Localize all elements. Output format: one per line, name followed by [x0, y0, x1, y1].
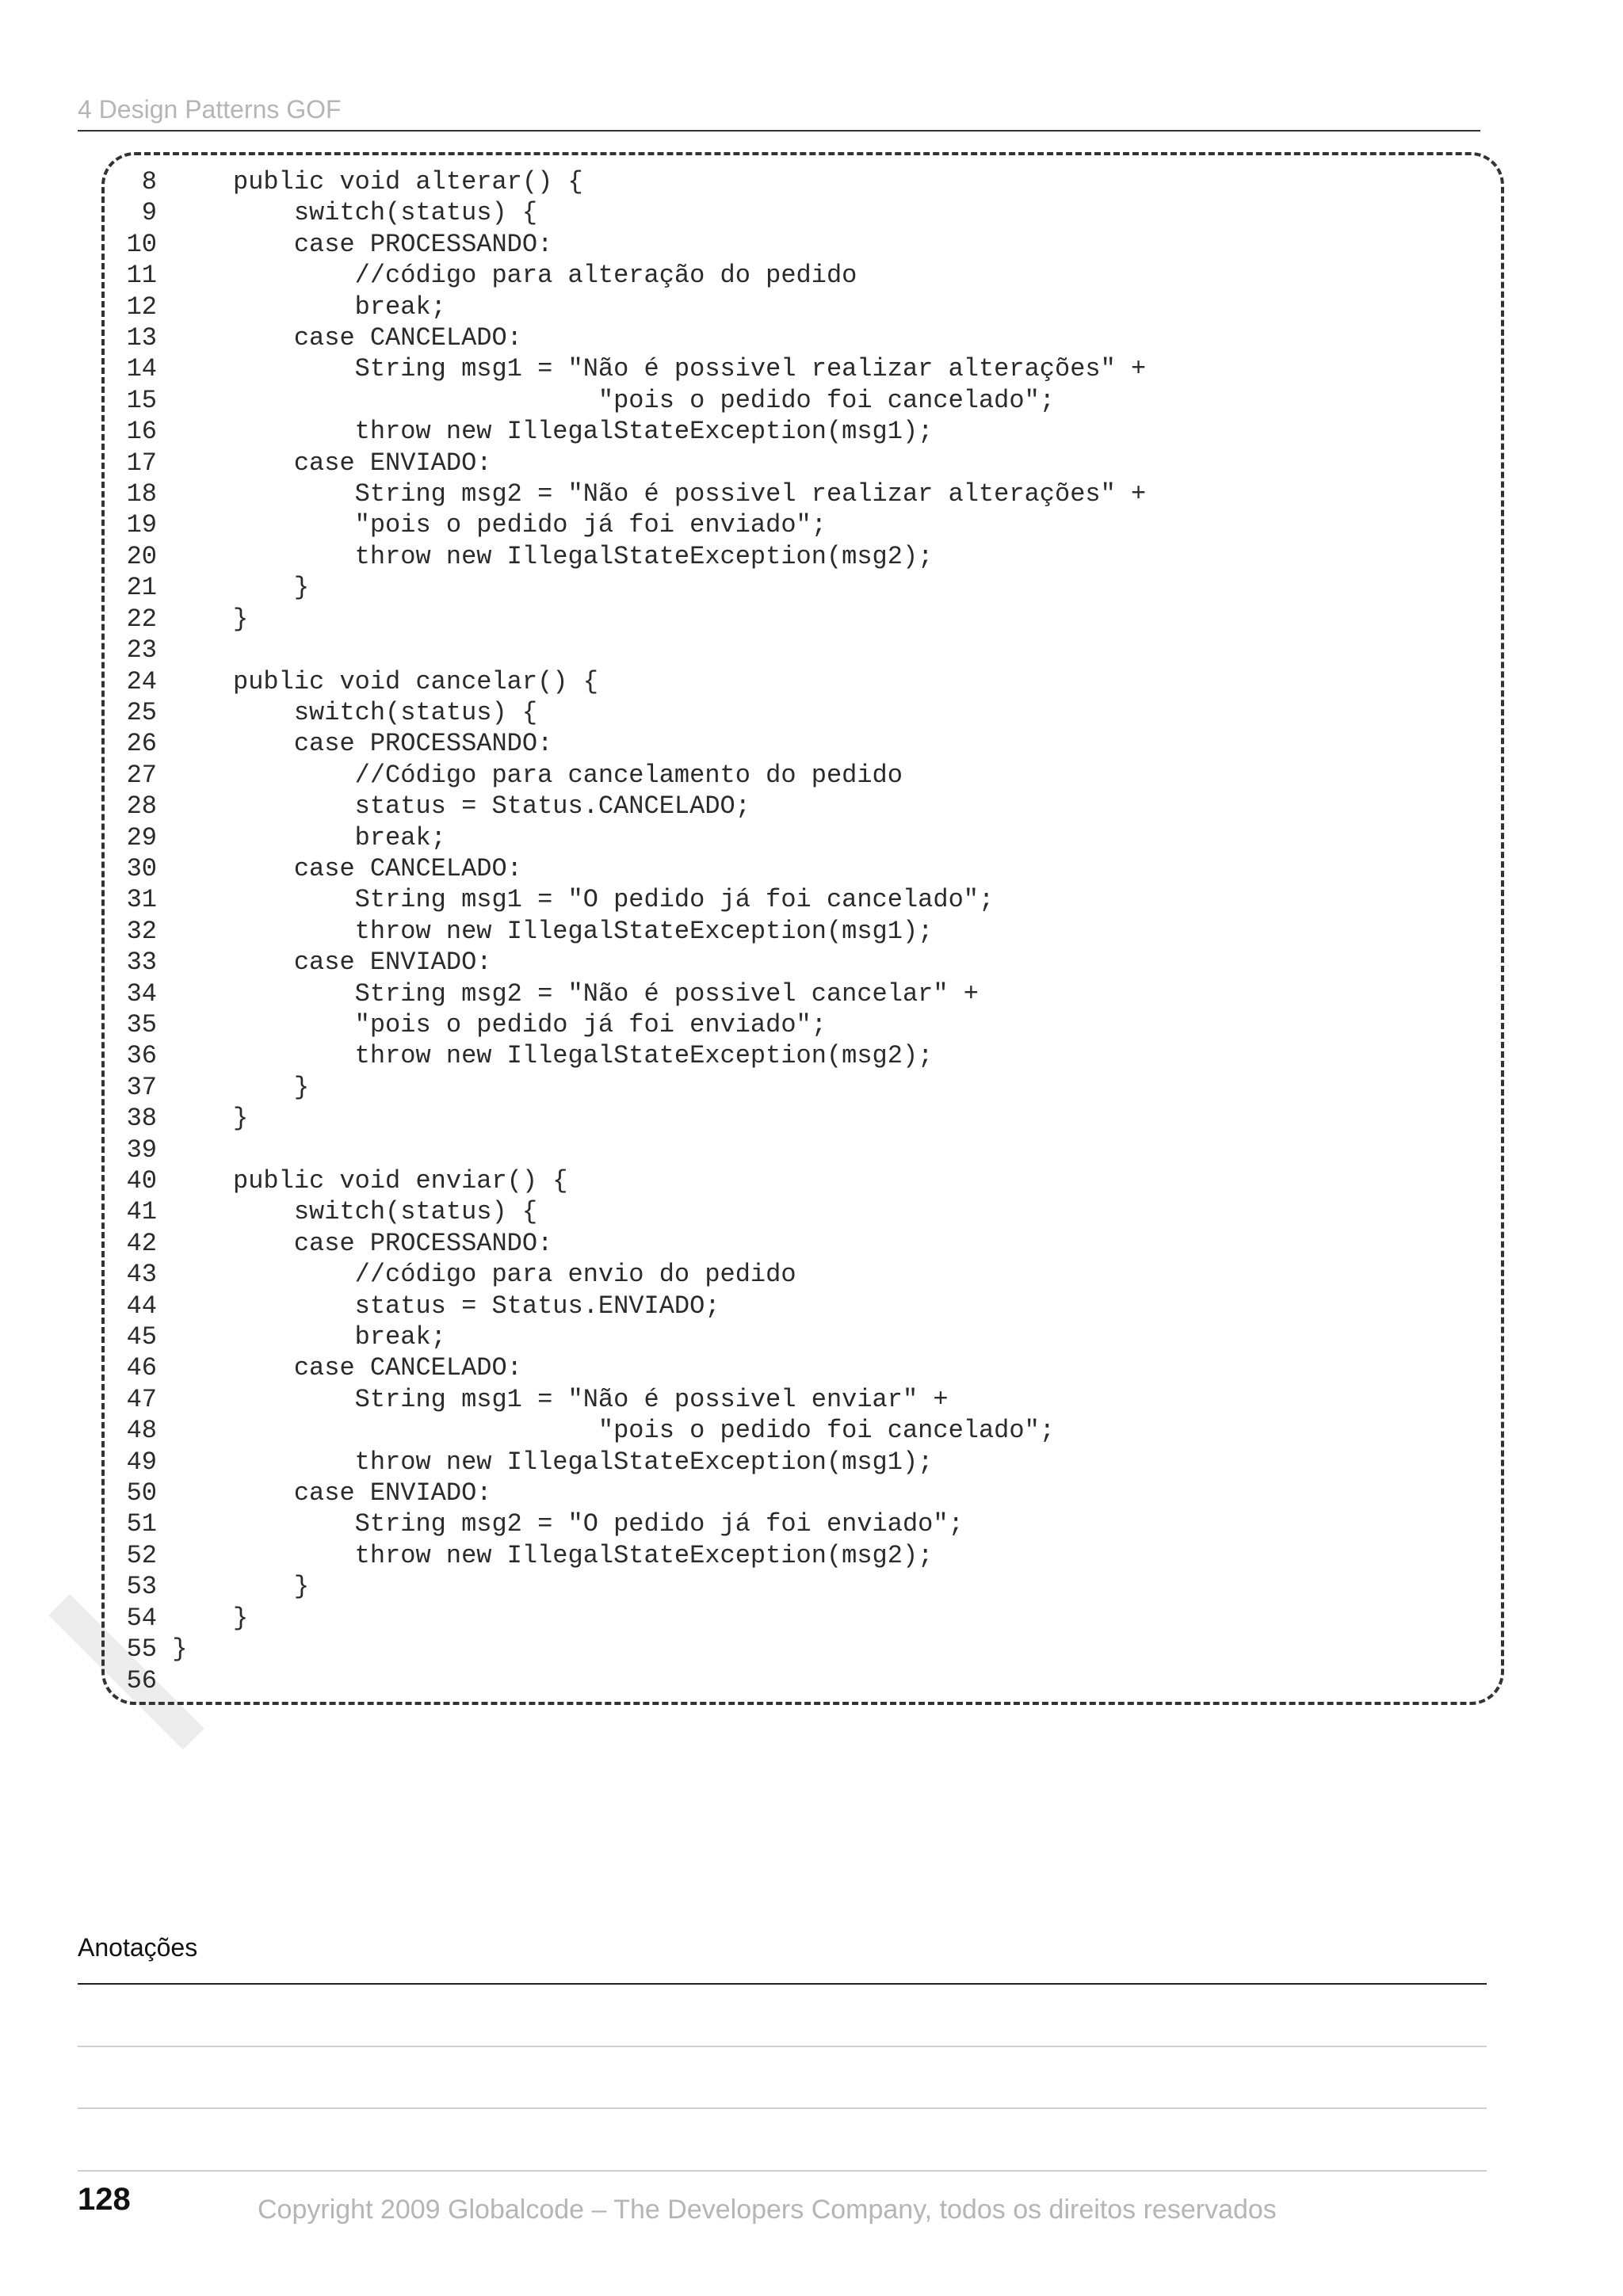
- code-line: [119, 635, 1146, 666]
- code-text: status = Status.CANCELADO;: [172, 791, 750, 822]
- line-number: 39: [126, 1135, 157, 1165]
- code-line: [119, 666, 1146, 697]
- code-text: }: [172, 573, 310, 603]
- code-line: [119, 1228, 1146, 1259]
- code-text: String msg1 = "Não é possivel enviar" +: [172, 1384, 949, 1414]
- code-text: "pois o pedido já foi enviado";: [172, 1009, 827, 1039]
- line-number: 14: [126, 354, 157, 384]
- line-number: 44: [126, 1291, 157, 1321]
- code-line: [119, 166, 1146, 197]
- line-number: 12: [126, 292, 157, 322]
- code-text: case CANCELADO:: [172, 323, 522, 353]
- code-line: [119, 509, 1146, 540]
- copyright-notice: Copyright 2009 Globalcode – The Developers Company, todos os direitos reservados: [258, 2195, 1277, 2225]
- code-text: }: [172, 1603, 249, 1633]
- code-text: case PROCESSANDO:: [172, 1228, 553, 1258]
- code-text: }: [172, 1104, 249, 1134]
- code-line: [119, 1040, 1146, 1071]
- line-number: 35: [126, 1009, 157, 1039]
- code-line: [119, 1603, 1146, 1634]
- code-text: break;: [172, 292, 446, 322]
- code-line: [119, 916, 1146, 947]
- code-text: "pois o pedido foi cancelado";: [172, 385, 1055, 415]
- line-number: 49: [126, 1447, 157, 1477]
- code-text: }: [172, 1634, 188, 1665]
- notes-rule-main: [78, 1983, 1487, 1985]
- code-text: throw new IllegalStateException(msg1);: [172, 1447, 934, 1477]
- code-line: [119, 1540, 1146, 1571]
- line-number: 24: [126, 666, 157, 696]
- code-line: [119, 1665, 1146, 1696]
- code-line: [119, 604, 1146, 635]
- code-text: case ENVIADO:: [172, 448, 492, 478]
- code-text: case PROCESSANDO:: [172, 229, 553, 259]
- line-number: 52: [126, 1540, 157, 1570]
- code-line: [119, 1291, 1146, 1322]
- code-line: [119, 728, 1146, 759]
- line-number: 30: [126, 853, 157, 883]
- code-text: "pois o pedido foi cancelado";: [172, 1416, 1055, 1446]
- line-number: 20: [126, 541, 157, 571]
- code-line: [119, 1508, 1146, 1539]
- code-line: [119, 791, 1146, 822]
- line-number: 9: [141, 198, 157, 228]
- code-text: case CANCELADO:: [172, 853, 522, 883]
- code-line: [119, 1384, 1146, 1415]
- header-rule: [78, 130, 1480, 132]
- code-text: }: [172, 1572, 310, 1602]
- code-text: case CANCELADO:: [172, 1353, 522, 1383]
- line-number: 48: [126, 1416, 157, 1446]
- line-number: 17: [126, 448, 157, 478]
- line-number: 37: [126, 1072, 157, 1102]
- code-text: String msg2 = "O pedido já foi enviado";: [172, 1509, 964, 1539]
- code-line: [119, 572, 1146, 603]
- line-number: 50: [126, 1478, 157, 1508]
- code-text: //código para envio do pedido: [172, 1260, 796, 1290]
- code-text: switch(status) {: [172, 1197, 538, 1227]
- code-text: switch(status) {: [172, 697, 538, 727]
- code-line: [119, 1322, 1146, 1352]
- code-listing: [119, 166, 1146, 1696]
- line-number: 51: [126, 1509, 157, 1539]
- code-line: [119, 260, 1146, 291]
- code-text: throw new IllegalStateException(msg2);: [172, 1540, 934, 1570]
- line-number: 21: [126, 573, 157, 603]
- line-number: 11: [126, 261, 157, 291]
- line-number: 26: [126, 729, 157, 759]
- code-text: case ENVIADO:: [172, 1478, 492, 1508]
- line-number: 15: [126, 385, 157, 415]
- line-number: 53: [126, 1572, 157, 1602]
- line-number: 40: [126, 1166, 157, 1196]
- code-line: [119, 1571, 1146, 1602]
- line-number: 38: [126, 1104, 157, 1134]
- line-number: 28: [126, 791, 157, 822]
- line-number: 43: [126, 1260, 157, 1290]
- code-line: [119, 353, 1146, 384]
- line-number: 13: [126, 323, 157, 353]
- line-number: 41: [126, 1197, 157, 1227]
- code-line: [119, 822, 1146, 853]
- code-line: [119, 229, 1146, 260]
- code-line: [119, 479, 1146, 509]
- code-line: [119, 1478, 1146, 1508]
- line-number: 23: [126, 635, 157, 666]
- code-line: [119, 978, 1146, 1009]
- notes-title: Anotações: [78, 1933, 198, 1962]
- line-number: 29: [126, 822, 157, 852]
- code-line: [119, 1415, 1146, 1446]
- notes-line: [78, 2046, 1487, 2047]
- code-text: String msg2 = "Não é possivel realizar alterações" +: [172, 479, 1147, 509]
- code-text: break;: [172, 1322, 446, 1352]
- line-number: 36: [126, 1041, 157, 1071]
- code-text: switch(status) {: [172, 198, 538, 228]
- code-line: [119, 1165, 1146, 1196]
- line-number: 22: [126, 604, 157, 634]
- code-line: [119, 884, 1146, 915]
- code-line: [119, 853, 1146, 884]
- code-line: [119, 292, 1146, 322]
- chapter-header: 4 Design Patterns GOF: [78, 95, 342, 124]
- code-line: [119, 448, 1146, 479]
- code-line: [119, 1634, 1146, 1665]
- code-text: public void alterar() {: [172, 167, 583, 196]
- code-text: }: [172, 1072, 310, 1102]
- notes-line: [78, 2170, 1487, 2172]
- code-text: public void enviar() {: [172, 1166, 568, 1196]
- code-line: [119, 197, 1146, 228]
- line-number: 18: [126, 479, 157, 509]
- code-line: [119, 697, 1146, 728]
- line-number: 55: [126, 1634, 157, 1665]
- code-line: [119, 385, 1146, 416]
- line-number: 47: [126, 1384, 157, 1414]
- line-number: 34: [126, 978, 157, 1009]
- code-text: String msg1 = "Não é possivel realizar alterações" +: [172, 354, 1147, 384]
- code-text: "pois o pedido já foi enviado";: [172, 510, 827, 540]
- line-number: 56: [126, 1665, 157, 1695]
- code-text: throw new IllegalStateException(msg2);: [172, 541, 934, 571]
- code-text: throw new IllegalStateException(msg1);: [172, 417, 934, 447]
- code-line: [119, 1135, 1146, 1165]
- code-text: throw new IllegalStateException(msg1);: [172, 916, 934, 946]
- code-text: //código para alteração do pedido: [172, 261, 857, 291]
- line-number: 32: [126, 916, 157, 946]
- line-number: 19: [126, 510, 157, 540]
- code-line: [119, 416, 1146, 447]
- code-line: [119, 1196, 1146, 1227]
- code-text: break;: [172, 822, 446, 852]
- code-line: [119, 322, 1146, 353]
- line-number: 45: [126, 1322, 157, 1352]
- code-line: [119, 1259, 1146, 1290]
- line-number: 16: [126, 417, 157, 447]
- line-number: 27: [126, 760, 157, 790]
- line-number: 46: [126, 1353, 157, 1383]
- code-text: //Código para cancelamento do pedido: [172, 760, 903, 790]
- line-number: 42: [126, 1228, 157, 1258]
- code-line: [119, 541, 1146, 572]
- code-line: [119, 947, 1146, 978]
- code-line: [119, 1072, 1146, 1103]
- code-text: status = Status.ENVIADO;: [172, 1291, 720, 1321]
- line-number: 25: [126, 697, 157, 727]
- code-line: [119, 1103, 1146, 1134]
- code-line: [119, 1352, 1146, 1383]
- code-text: case ENVIADO:: [172, 948, 492, 978]
- line-number: 10: [126, 229, 157, 259]
- code-line: [119, 1009, 1146, 1040]
- code-text: public void cancelar() {: [172, 666, 598, 696]
- code-text: throw new IllegalStateException(msg2);: [172, 1041, 934, 1071]
- line-number: 33: [126, 948, 157, 978]
- code-text: String msg2 = "Não é possivel cancelar" +: [172, 978, 979, 1009]
- page-number: 128: [78, 2182, 131, 2217]
- line-number: 54: [126, 1603, 157, 1633]
- code-text: case PROCESSANDO:: [172, 729, 553, 759]
- line-number: 8: [141, 167, 157, 196]
- line-number: 31: [126, 885, 157, 915]
- code-line: [119, 760, 1146, 791]
- code-line: [119, 1447, 1146, 1478]
- code-text: }: [172, 604, 249, 634]
- code-text: String msg1 = "O pedido já foi cancelado";: [172, 885, 995, 915]
- notes-line: [78, 2107, 1487, 2109]
